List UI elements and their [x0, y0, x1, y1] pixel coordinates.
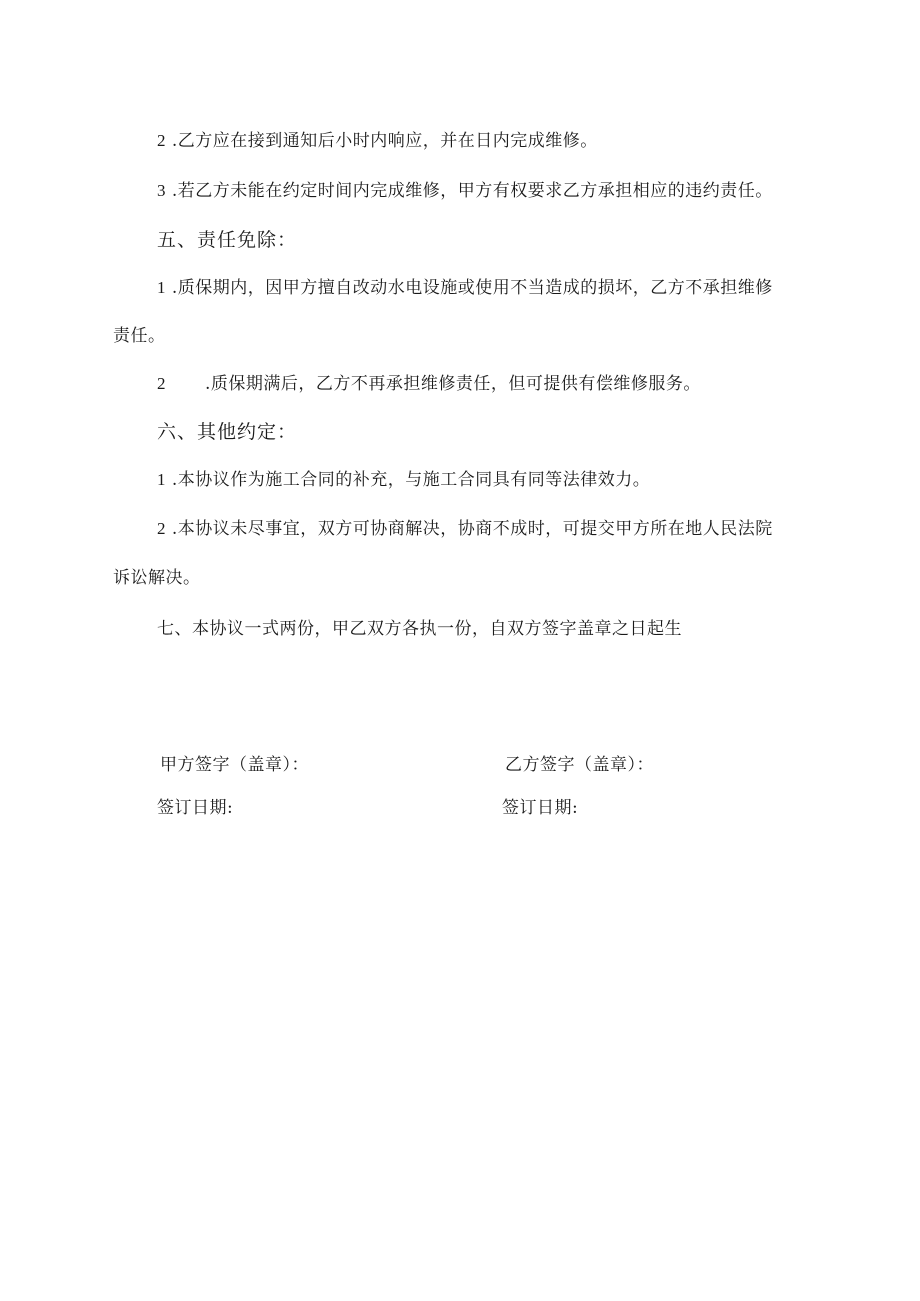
clause-5-2	[157, 372, 701, 396]
clause-5-1-continuation: 责任。	[113, 326, 166, 346]
party-b-sign-date: 签订日期:	[502, 798, 579, 818]
party-a-sign-date: 签订日期:	[157, 798, 234, 818]
clause-number: 3	[157, 181, 166, 200]
section-seven: 七、本协议一式两份，甲乙双方各执一份，自双方签字盖章之日起生	[157, 619, 682, 639]
clause-4-3	[157, 179, 773, 203]
clause-text: .质保期内，因甲方擅自改动水电设施或使用不当造成的损坏，乙方不承担维修	[171, 278, 773, 298]
clause-6-1	[157, 468, 650, 492]
clause-number: 1	[157, 278, 166, 297]
clause-4-2	[157, 129, 598, 153]
clause-5-1	[157, 276, 773, 300]
clause-6-2	[157, 517, 773, 541]
clause-number: 1	[157, 470, 166, 489]
clause-number: 2	[157, 374, 166, 393]
clause-text: .质保期满后，乙方不再承担维修责任，但可提供有偿维修服务。	[205, 374, 701, 394]
clause-6-2-continuation: 诉讼解决。	[113, 568, 201, 588]
clause-text: .乙方应在接到通知后小时内响应，并在日内完成维修。	[171, 131, 598, 151]
party-b-signature-label: 乙方签字（盖章）：	[505, 755, 654, 775]
clause-text: .本协议作为施工合同的补充，与施工合同具有同等法律效力。	[171, 470, 651, 490]
section-six-heading: 六、其他约定：	[157, 421, 298, 443]
clause-number: 2	[157, 131, 166, 150]
clause-number: 2	[157, 519, 166, 538]
clause-text: .若乙方未能在约定时间内完成维修，甲方有权要求乙方承担相应的违约责任。	[171, 181, 773, 201]
party-a-signature-label: 甲方签字（盖章）：	[160, 755, 309, 775]
section-five-heading: 五、责任免除：	[157, 229, 298, 251]
clause-text: .本协议未尽事宜，双方可协商解决，协商不成时，可提交甲方所在地人民法院	[171, 519, 773, 539]
